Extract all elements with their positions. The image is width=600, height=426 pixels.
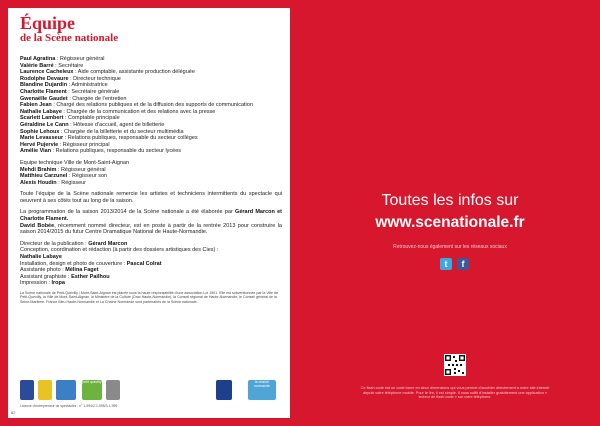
tech-member <box>20 180 282 187</box>
credit-label: Conception, coordination et rédaction (à partir des dossiers artistiques des Cies) : <box>20 247 219 254</box>
staff-list <box>20 56 282 155</box>
staff-member <box>20 82 282 89</box>
staff-member-role: : Comptable principale <box>63 115 120 122</box>
credit-value: Iropa <box>51 280 65 287</box>
credit-value: Nathalie Labaye <box>20 254 62 261</box>
thanks-paragraph: Toute l’équipe de la Scène nationale remercie les artistes et techniciens intermittents du spectacle qui oeuvrent à ses côtés tout au long de la saison. <box>20 191 282 204</box>
twitter-icon[interactable]: t <box>440 258 452 270</box>
credit-value: Pascal Colrat <box>126 260 162 267</box>
staff-member <box>20 142 282 149</box>
staff-member <box>20 122 282 129</box>
staff-member <box>20 115 282 122</box>
page-number: 82 <box>11 410 16 415</box>
programming-paragraph <box>20 209 282 235</box>
credit-line <box>20 280 282 287</box>
logo-mont-saint-aignan <box>106 380 120 400</box>
tech-member <box>20 173 282 180</box>
staff-member-name: Sophie Lehoux <box>20 128 60 135</box>
team-page <box>8 8 290 418</box>
staff-member <box>20 63 282 70</box>
staff-member <box>20 76 282 83</box>
credit-line <box>20 267 282 274</box>
tech-member <box>20 167 282 174</box>
credit-label: Assistante photo : <box>20 267 66 274</box>
qr-explanation: Ce flash code est un code barre en deux dimensions qui vous permet d’accéder directement à notre site internet depuis votre téléphone mobile. Pour le lire, il est simple. Il vous suffit d’installer gratuitement une application « lecteur de flash code » sur votre téléphone. <box>360 386 550 400</box>
staff-member-name: Charlotte Flament <box>20 88 67 95</box>
credit-line <box>20 261 282 268</box>
staff-member-role: : Chargé des relations publiques et de la diffusion des supports de communication <box>51 102 253 109</box>
staff-member <box>20 102 282 109</box>
credit-value: Mélina Faget <box>65 267 99 274</box>
website-url[interactable]: www.scenationale.fr <box>375 214 525 231</box>
logo-petit-quevilly: petit quevilly <box>82 380 102 400</box>
info-heading: Toutes les infos sur <box>381 192 519 209</box>
staff-member-name: Paul Agratina <box>20 56 56 62</box>
staff-member-name: Valérie Barré <box>20 62 54 69</box>
staff-member-role: : Chargée de la billetterie et du secteur multimédia <box>59 128 184 135</box>
staff-member <box>20 109 282 116</box>
info-page <box>300 0 600 426</box>
staff-member-name: Géraldine Le Cann <box>20 121 69 128</box>
logo-haute-normandie <box>38 380 52 400</box>
logo-la-chaine-normande: la chaîne normande <box>248 380 276 400</box>
tech-member-name: Alexis Houdin <box>20 179 57 186</box>
logo-france-bleu <box>216 380 232 400</box>
staff-member-name: Scarlett Lambert <box>20 115 64 122</box>
credit-line <box>20 254 282 261</box>
staff-member <box>20 96 282 103</box>
staff-member-name: Blandine Dujardin <box>20 82 68 89</box>
staff-member-name: Amélie Vian <box>20 148 52 155</box>
staff-member-role: : Chargée de la communication et des relations avec la presse <box>61 108 216 115</box>
staff-member-role: : Chargée de l’entretien <box>67 95 127 102</box>
staff-member-role: : Hôtesse d’accueil, agent de billetterie <box>68 121 165 128</box>
staff-member <box>20 69 282 76</box>
partner-logos <box>20 380 282 404</box>
credit-label: Installation, design et photo de couverture : <box>20 260 127 267</box>
tech-member-name: Mehdi Brahim <box>20 166 57 173</box>
credit-label: Assistant graphiste : <box>20 273 72 280</box>
legal-notice: La Scène nationale de Petit-Quevilly / Mont-Saint-Aignan est placée sous la haute responsabilité d’une association Loi 1901. Elle est subventionnée par la Ville de Petit-Quevilly, la Ville de Mont-Saint-Aignan, le Ministère de la Culture (Drac Haute-Normandie), la Conseil régional de Haute-Normandie, le Conseil général de la Seine-Maritime. France Bleu Haute-Normandie et La Chaîne Normande sont partenaires de la Scène nationale. <box>20 291 279 304</box>
staff-member <box>20 135 282 142</box>
tech-member-role: : Régisseur <box>56 179 87 186</box>
tech-member-role: : Régisseur général <box>56 166 106 173</box>
credit-list <box>20 241 282 287</box>
credit-label: Impression : <box>20 280 52 287</box>
staff-member-role: : Administratrice <box>67 82 108 89</box>
logo-republique <box>20 380 34 400</box>
staff-member-name: Fabien Jean <box>20 102 52 109</box>
tech-list <box>20 167 282 187</box>
staff-member-role: : Aide comptable, assistante production déléguée <box>73 69 195 76</box>
staff-member-name: Marie Levasseur <box>20 135 64 142</box>
staff-member-name: Laurence Cacheleux <box>20 69 74 76</box>
tech-heading: Equipe technique Ville de Mont-Saint-Aignan <box>20 159 130 166</box>
logo-seine-maritime <box>56 380 76 400</box>
credit-label: Directeur de la publication : <box>20 240 89 247</box>
social-caption: Retrouvez-nous également sur les réseaux sociaux <box>393 244 507 250</box>
programming-text: La programmation de la saison 2013/2014 de la Scène nationale a été élaborée par <box>20 209 233 216</box>
facebook-icon[interactable]: f <box>457 258 469 270</box>
qr-code-icon[interactable] <box>444 354 466 376</box>
tech-member-role: : Régisseur son <box>67 173 108 180</box>
licence-notice: Licence d’entrepreneur de spectacles : n° 1-994/2-1-995/3-1-995 <box>20 404 118 408</box>
credit-line <box>20 241 282 248</box>
staff-member <box>20 148 282 155</box>
staff-member-role: : Directeur technique <box>68 75 121 82</box>
staff-member-role: : Secrétaire <box>53 62 84 69</box>
staff-member-name: Gwenaëlle Gaudet <box>20 95 68 102</box>
staff-member <box>20 129 282 136</box>
credit-line <box>20 274 282 281</box>
director-text: , récemment nommé directeur, est en poste à partir de la rentrée 2013 pour construire la saison 2014/2015 du futur Centre Dramatique National de Haute-Normandie. <box>20 222 282 236</box>
staff-member-name: Rodolphe Devaure <box>20 75 69 82</box>
staff-member-name: Nathalie Labaye <box>20 108 62 115</box>
tech-member-name: Matthieu Carzunel <box>20 173 68 180</box>
credit-value: Gérard Marcon <box>88 240 128 247</box>
page-subtitle: de la Scène nationale <box>20 32 119 44</box>
credit-line <box>20 247 282 254</box>
staff-member-role: : Relations publiques, responsable du secteur collèges <box>63 135 198 142</box>
page-title: Équipe <box>20 13 76 33</box>
team-body <box>20 56 282 304</box>
staff-member-role: : Secrétaire générale <box>66 88 120 95</box>
staff-member-role: : Régisseur principal <box>58 141 110 148</box>
staff-member-role: : Régisseur général <box>55 56 105 62</box>
staff-member <box>20 56 282 63</box>
credit-value: Esther Pailhou <box>71 273 110 280</box>
staff-member-name: Hervé Pujervie <box>20 141 59 148</box>
staff-member-role: : Relations publiques, responsable du secteur lycées <box>51 148 182 155</box>
staff-member <box>20 89 282 96</box>
director-name: David Bobée <box>20 222 55 229</box>
programming-names: Gérard Marcon et Charlotte Flament. <box>20 209 282 223</box>
